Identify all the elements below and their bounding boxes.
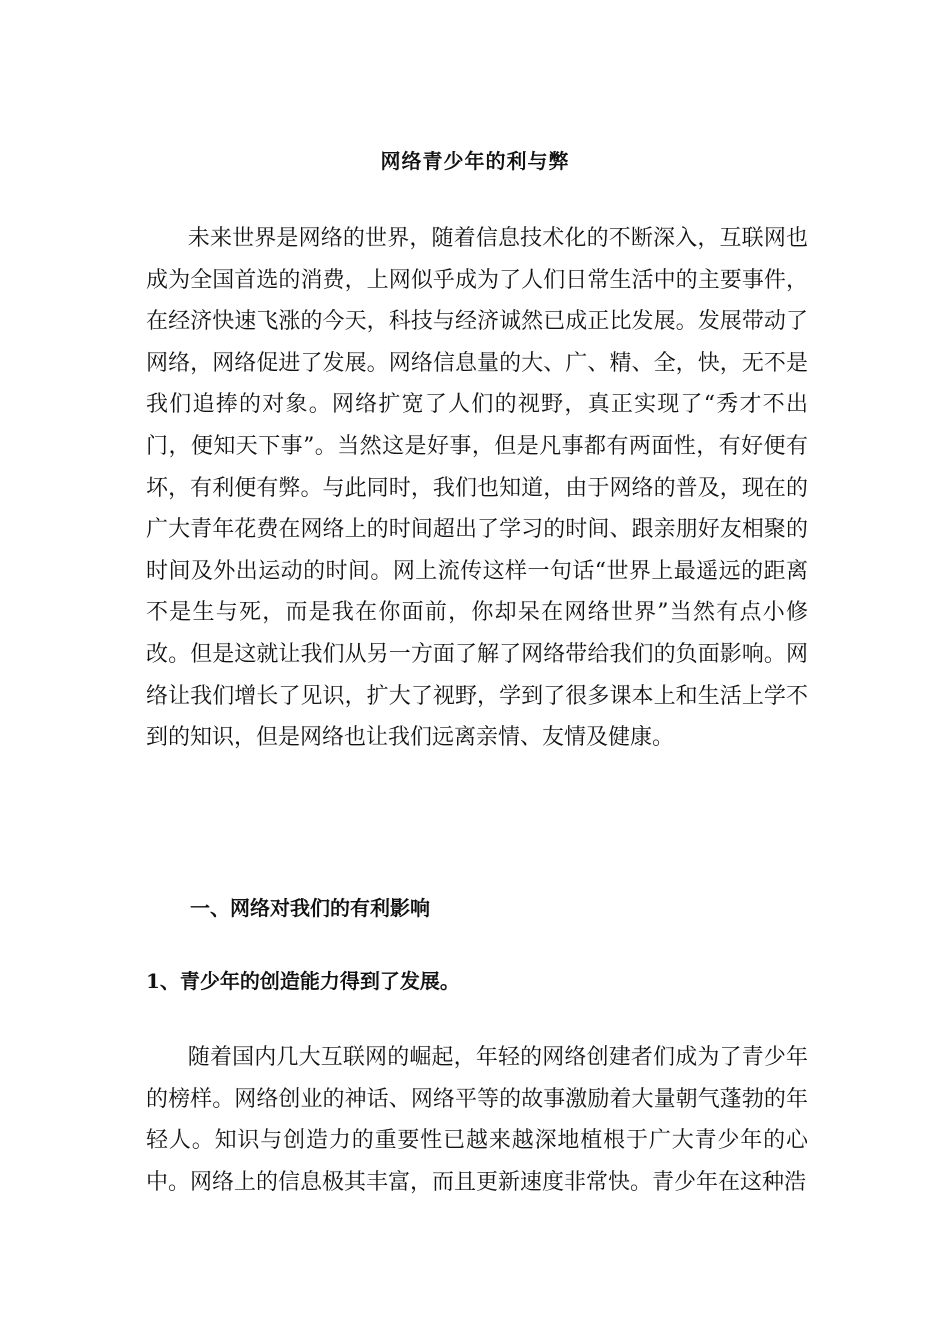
document-title: 网络青少年的利与弊: [380, 149, 570, 173]
intro-paragraph: 未来世界是网络的世界，随着信息技术化的不断深入，互联网也成为全国首选的消费，上网似乎成为了人们日常生活中的主要事件，在经济快速飞涨的今天，科技与经济诚然已成正比发展。发展带动了网络，网络促进了发展。网络信息量的大、广、精、全，快，无不是我们追捧的对象。网络扩宽了人们的视野，真正实现了“秀才不出门，便知天下事”。当然这是好事，但是凡事都有两面性，有好便有坏，有利便有弊。与此同时，我们也知道，由于网络的普及，现在的广大青年花费在网络上的时间超出了学习的时间、跟亲朋好友相聚的时间及外出运动的时间。网上流传这样一句话“世界上最遥远的距离不是生与死，而是我在你面前，你却呆在网络世界”当然有点小修改。但是这就让我们从另一方面了解了网络带给我们的负面影响。网络让我们增长了见识，扩大了视野，学到了很多课本上和生活上学不到的知识，但是网络也让我们远离亲情、友情及健康。: [146, 226, 808, 751]
subsection-heading: 1、青少年的创造能力得到了发展。: [146, 969, 460, 993]
body-paragraph: 随着国内几大互联网的崛起，年轻的网络创建者们成为了青少年的榜样。网络创业的神话、网络平等的故事激励着大量朝气蓬勃的年轻人。知识与创造力的重要性已越来越深地植根于广大青少年的心中。网络上的信息极其丰富，而且更新速度非常快。青少年在这种浩: [146, 1045, 808, 1195]
section-heading: 一、网络对我们的有利影响: [190, 896, 430, 920]
